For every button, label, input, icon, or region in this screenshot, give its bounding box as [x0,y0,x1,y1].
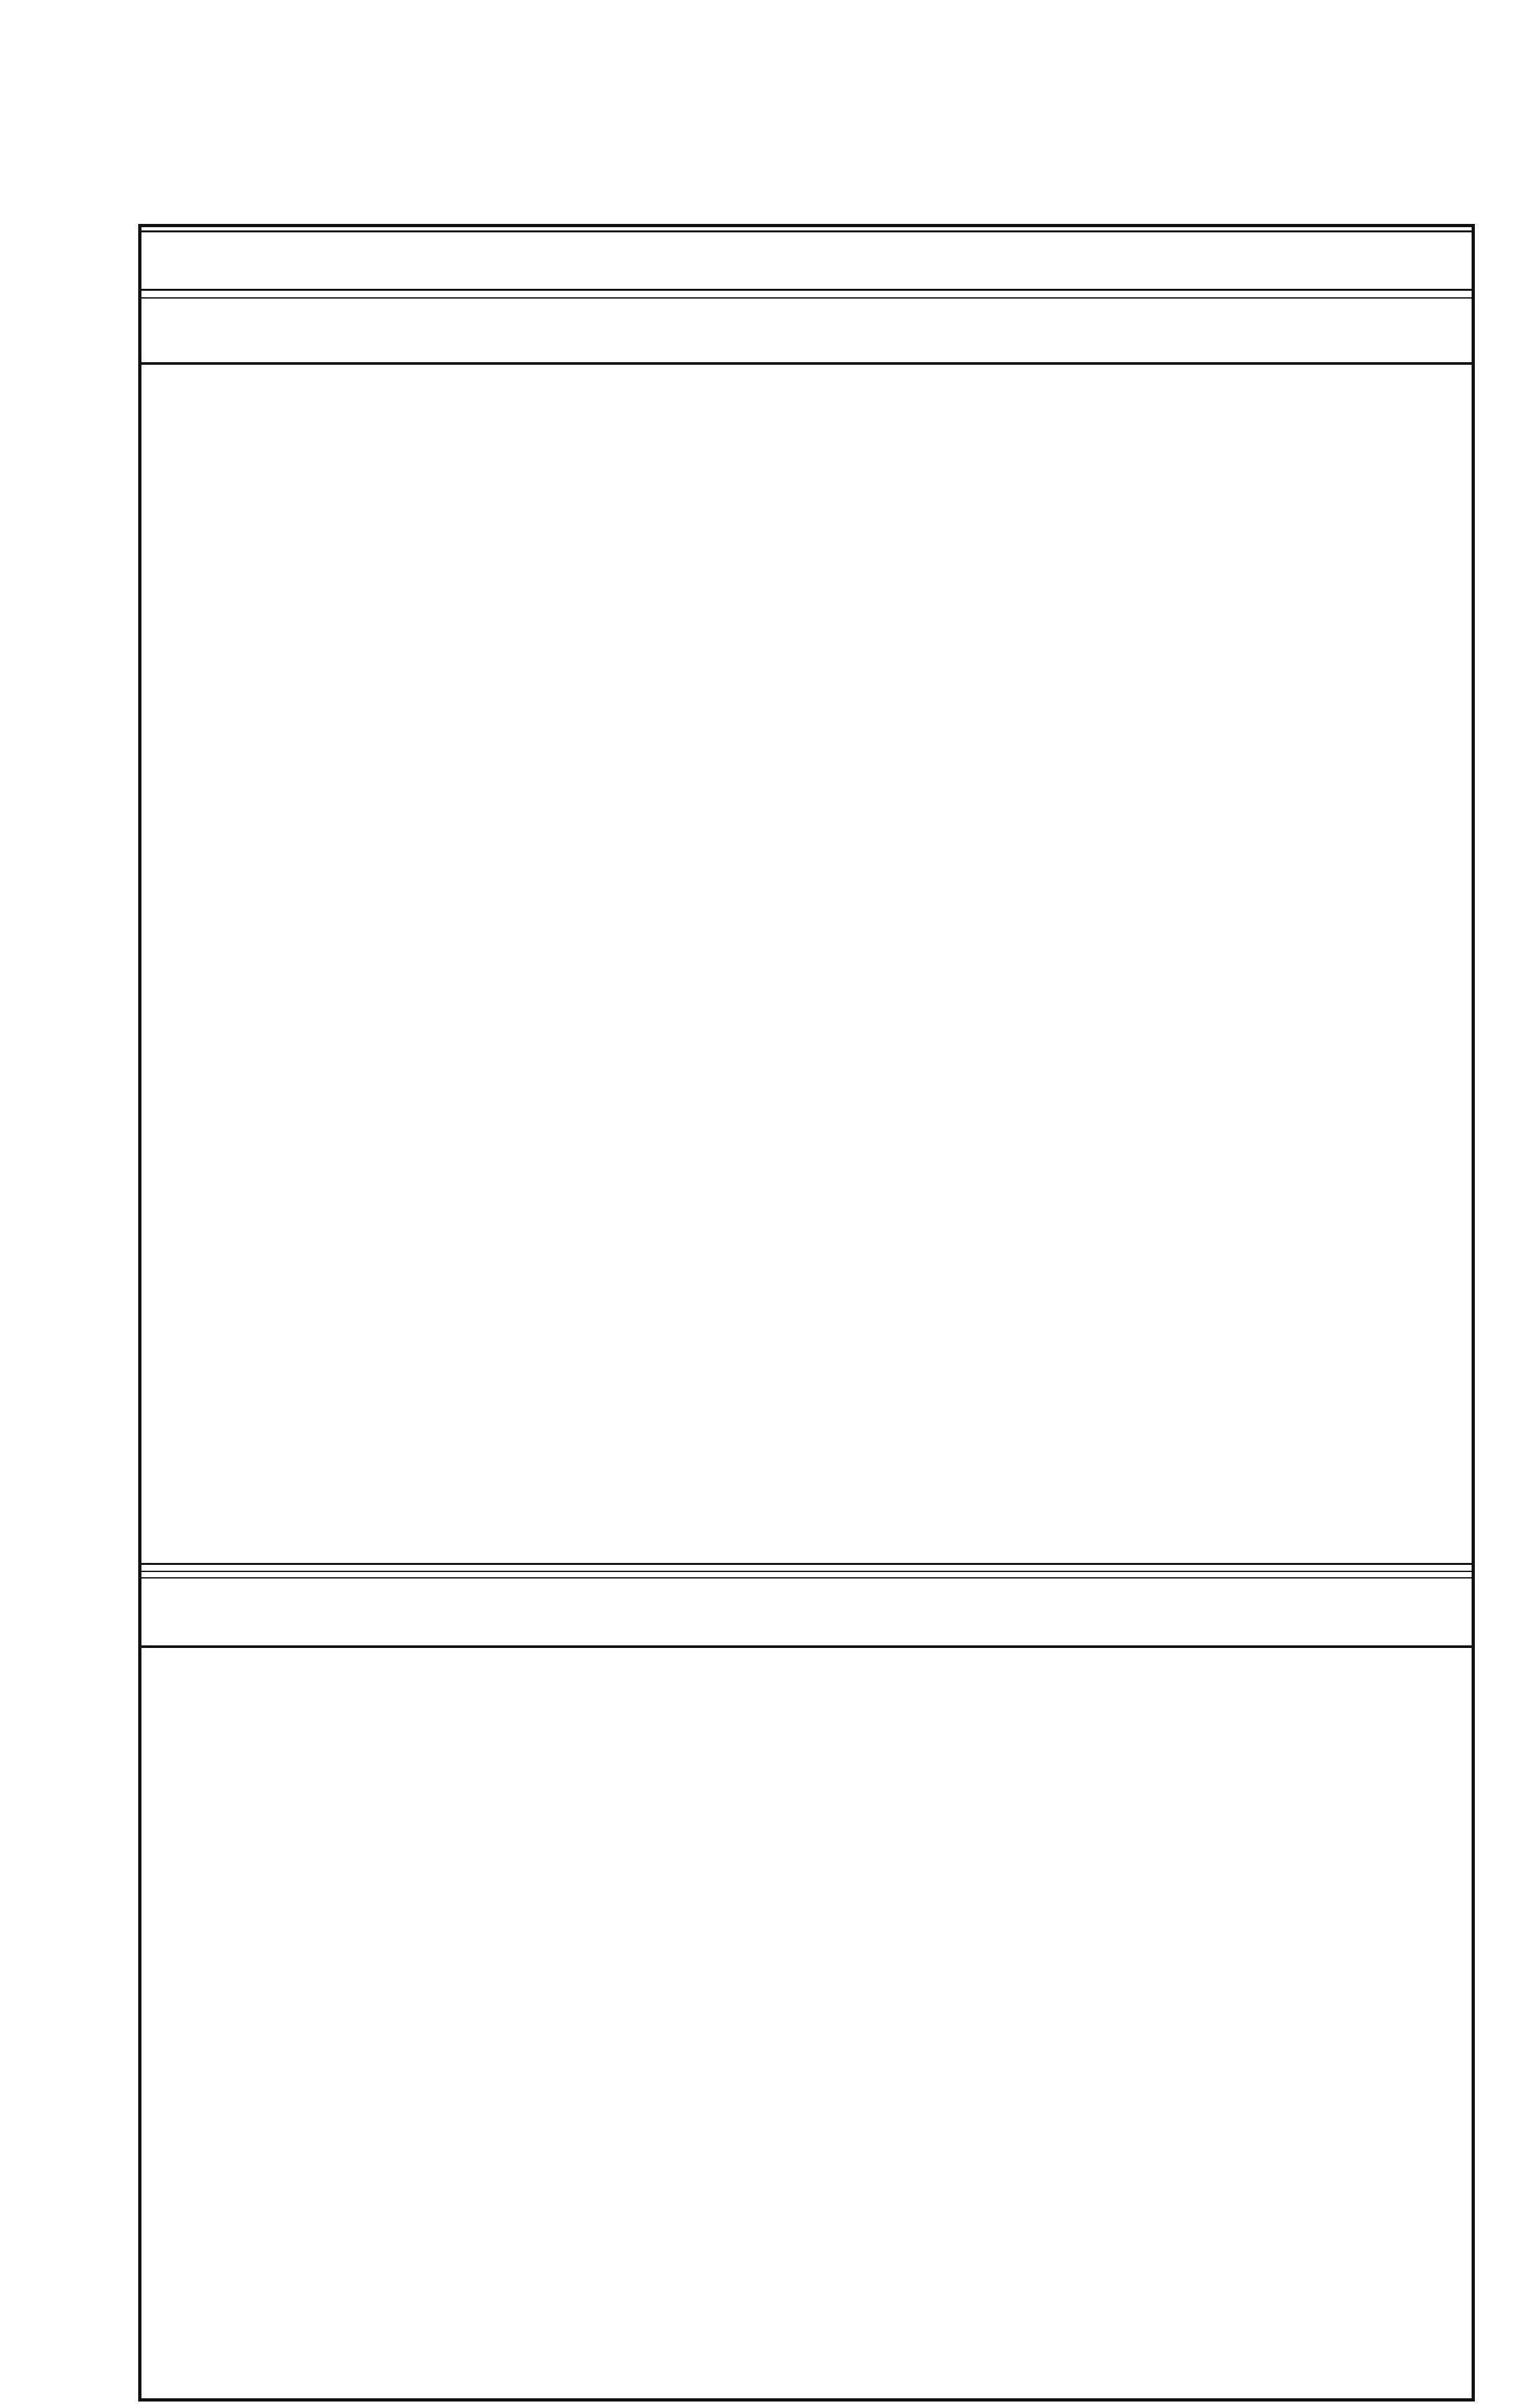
table-frame [138,224,1475,2402]
rule [141,230,1472,232]
rule [141,289,1472,291]
rule [141,1563,1472,1565]
rule [141,1571,1472,1572]
rule [141,1645,1472,1648]
rule [141,297,1472,299]
rule [141,362,1472,365]
rule [141,1577,1472,1579]
